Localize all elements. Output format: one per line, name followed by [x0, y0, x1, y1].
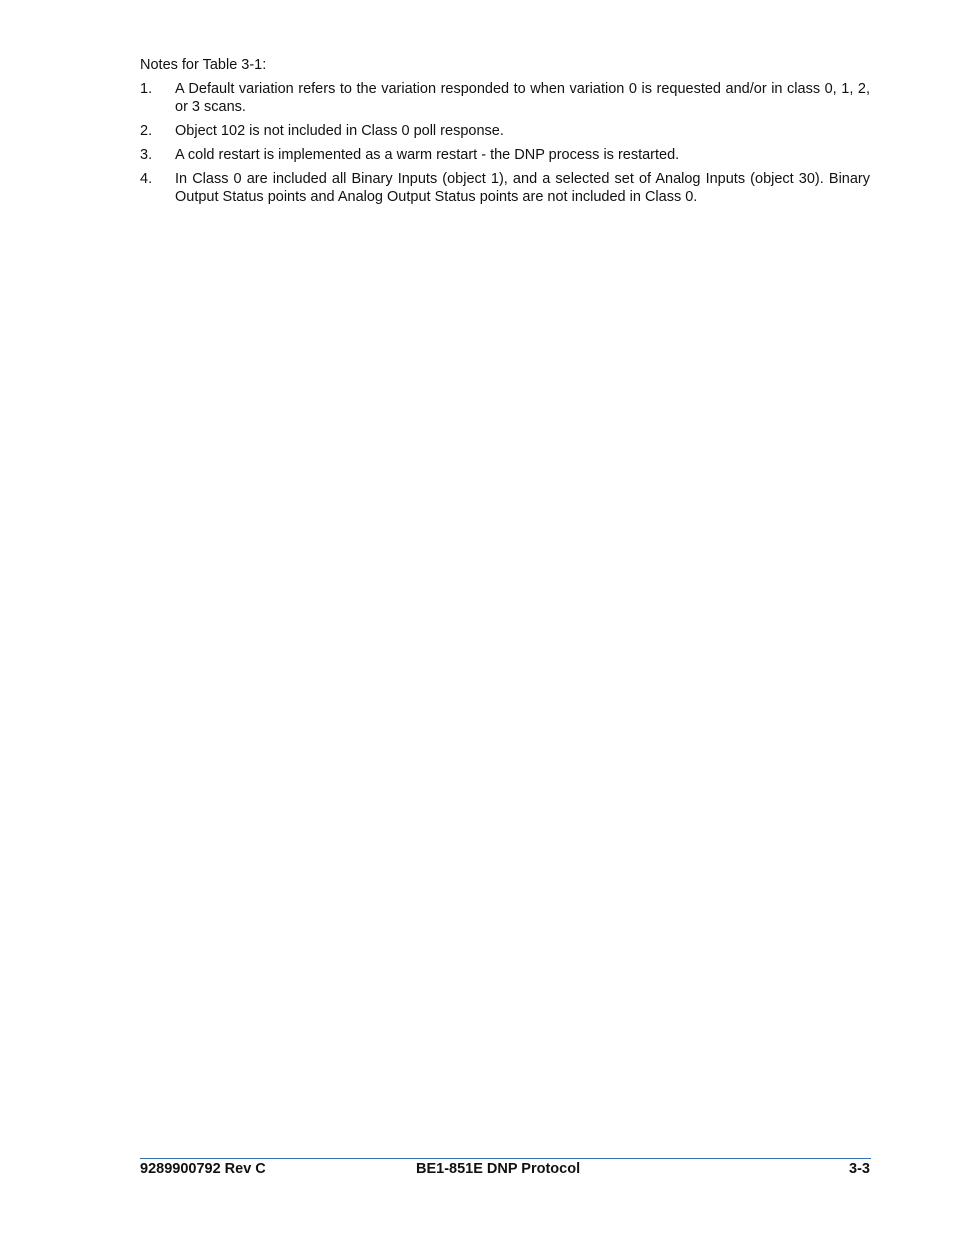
footer-document-number: 9289900792 Rev C — [140, 1161, 266, 1177]
footer-page-number: 3-3 — [849, 1161, 870, 1177]
note-number: 1. — [140, 81, 153, 97]
note-item — [140, 146, 870, 164]
note-item — [140, 80, 870, 116]
page-footer — [140, 1160, 870, 1178]
note-text: A Default variation refers to the variation responded to when variation 0 is requested and/or in class 0, 1, 2, or 3 scans. — [175, 81, 870, 115]
note-number: 3. — [140, 147, 153, 163]
footer-divider — [140, 1158, 871, 1159]
note-text: A cold restart is implemented as a warm restart - the DNP process is restarted. — [175, 147, 680, 163]
footer-document-title: BE1-851E DNP Protocol — [416, 1161, 581, 1177]
notes-list — [140, 80, 870, 212]
note-item — [140, 122, 870, 140]
note-number: 4. — [140, 171, 153, 187]
note-text: In Class 0 are included all Binary Inputs (object 1), and a selected set of Analog Inputs (object 30). Binary Output Status points and Analog Output Status points are not included in Class 0. — [175, 171, 870, 205]
note-text: Object 102 is not included in Class 0 poll response. — [175, 123, 504, 139]
notes-heading: Notes for Table 3-1: — [140, 57, 267, 73]
note-item — [140, 170, 870, 206]
note-number: 2. — [140, 123, 153, 139]
